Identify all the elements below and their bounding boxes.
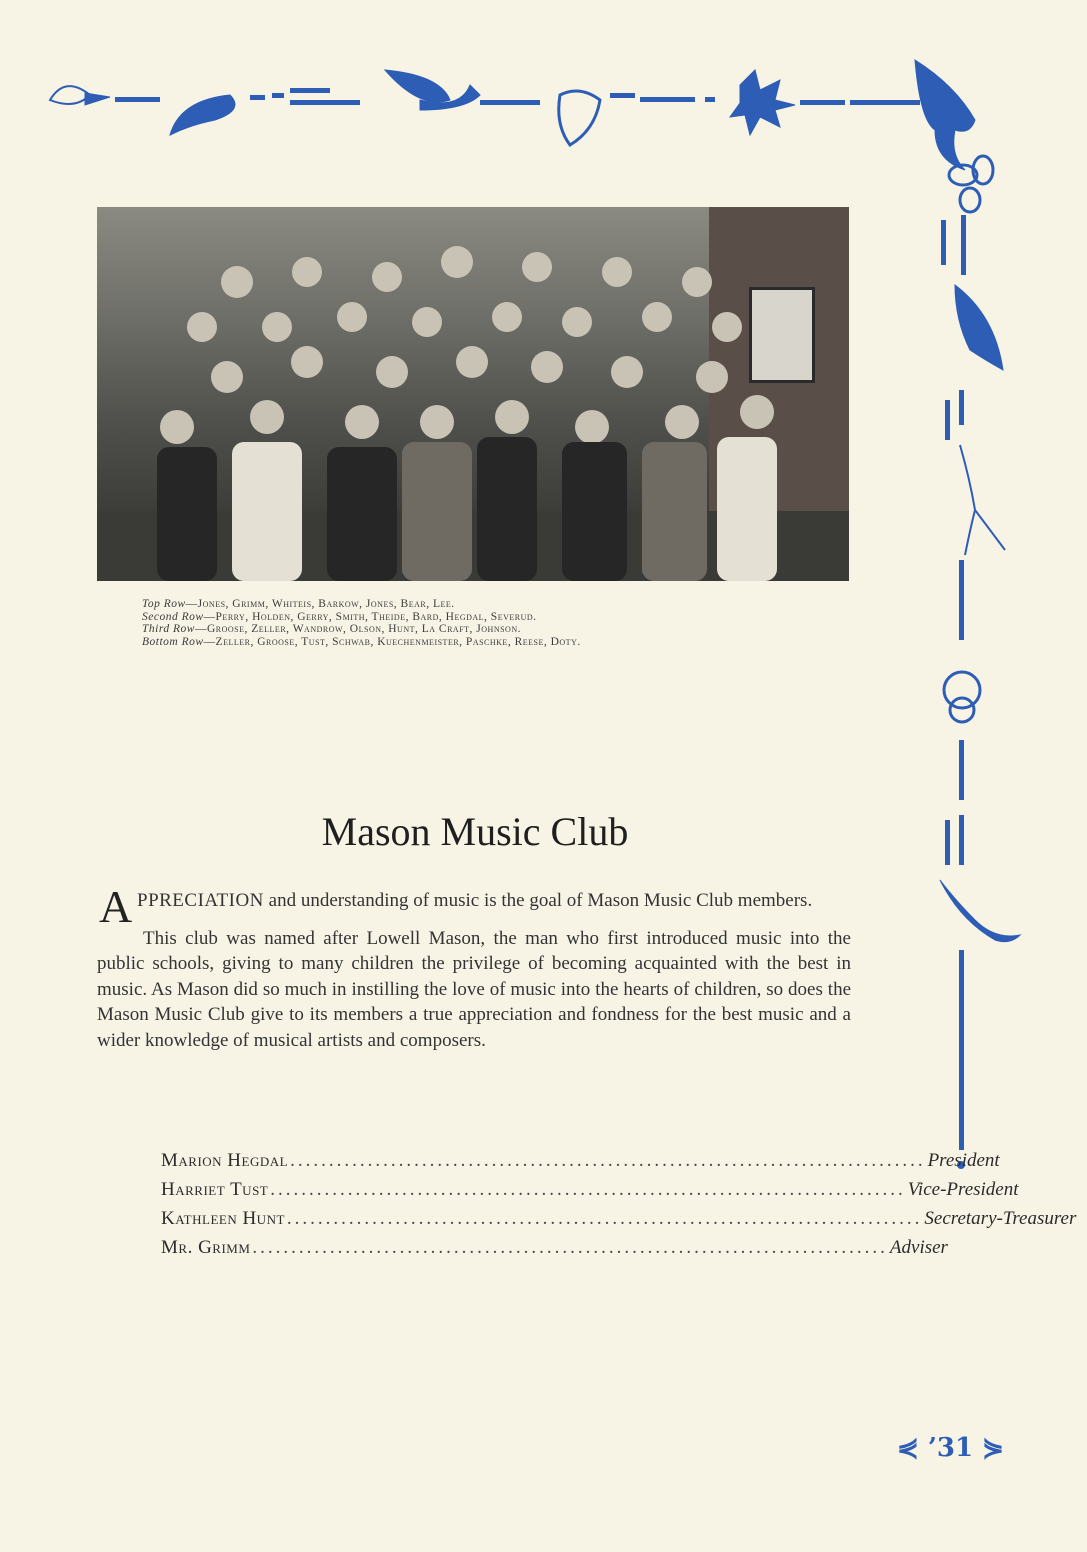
officer-name: Harriet Tust [161,1179,269,1200]
leader-dots: .................................................................................. [290,1150,926,1171]
intro-rest: and understanding of music is the goal of Mason Music Club members. [263,890,813,911]
history-paragraph: This club was named after Lowell Mason, the man who first introduced music into the public schools, giving to many children the privilege of becoming acquainted with the best in music. As Mason did so much in instilling the love of music into the hearts of children, so does the Mason Music Club give to its members a true appreciation and fondness for the best music and a wider knowledge of musical artists and composers. [97,927,851,1051]
year-label: ’31 [927,1433,974,1463]
officer-title: Vice-President [907,1179,1019,1200]
caption-row-names: —Jones, Grimm, Whiteis, Barkow, Jones, Bear, Lee. [185,598,455,610]
caption-row [142,611,862,624]
leader-dots: .................................................................................. [252,1237,888,1258]
caption-row-names: —Zeller, Groose, Tust, Schwab, Kuechenmeister, Paschke, Reese, Doty. [203,635,581,648]
caption-row-label: Second Row [142,610,204,623]
body-text [97,881,851,1053]
leader-dots: .................................................................................. [286,1208,923,1229]
page-title: Mason Music Club [321,809,629,854]
group-photo [97,207,849,581]
side-ornament-border [915,60,1025,1190]
officer-name: Marion Hegdal [161,1150,289,1171]
top-ornament-border [40,55,1030,165]
caption-row [142,598,862,611]
caption-row-names: —Groose, Zeller, Wandrow, Olson, Hunt, La Craft, Johnson. [194,623,521,635]
officer-title: President [927,1150,1000,1171]
officer-row [161,1237,948,1266]
intro-paragraph [97,881,851,932]
left-arrow-ornament-icon: ⋞ [897,1433,919,1463]
footer-year-mark [897,1433,1004,1463]
officer-row [161,1208,1077,1237]
caption-row-label: Top Row [142,598,186,610]
photo-caption [142,598,862,648]
right-arrow-ornament-icon: ⋟ [982,1433,1004,1463]
caption-row [142,636,862,649]
intro-caps: PPRECIATION [137,890,264,911]
officers-list [161,1150,1077,1266]
officer-row [161,1150,1000,1179]
officer-row [161,1179,1019,1208]
officer-name: Kathleen Hunt [161,1208,285,1229]
officer-title: Adviser [889,1237,948,1258]
officer-title: Secretary-Treasurer [924,1208,1077,1229]
leader-dots: .................................................................................. [270,1179,906,1200]
caption-row-names: —Perry, Holden, Gerry, Smith, Theide, Bard, Hegdal, Severud. [203,610,537,623]
photo-people [137,237,777,581]
caption-row [142,623,862,636]
officer-name: Mr. Grimm [161,1237,251,1258]
caption-row-label: Bottom Row [142,635,204,648]
drop-cap: A [99,881,133,932]
caption-row-label: Third Row [142,623,195,635]
